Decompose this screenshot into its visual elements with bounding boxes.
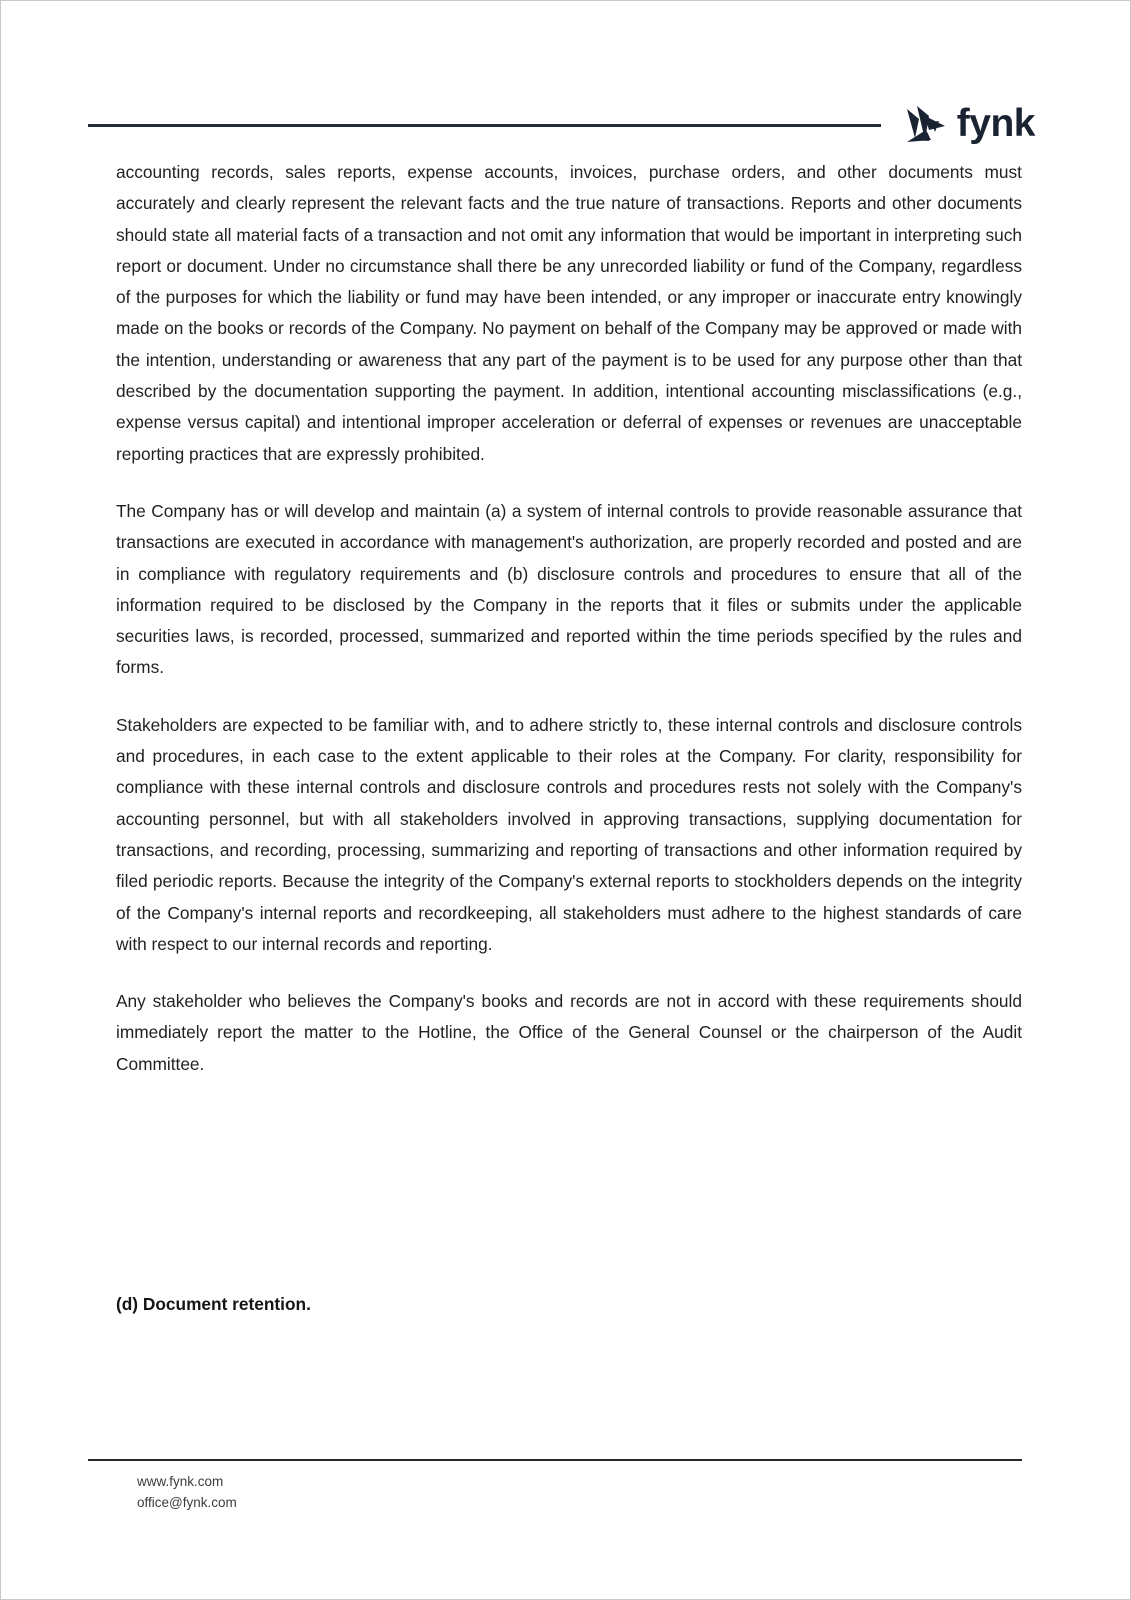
section-heading: (d) Document retention.	[116, 1294, 311, 1314]
paragraph: Any stakeholder who believes the Company's books and records are not in accord with these requirements should immediately report the matter to the Hotline, the Office of the General Counsel or the chairperson of the Audit Committee.	[116, 991, 1022, 1074]
brand-wordmark: fynk	[956, 101, 1035, 145]
header-divider-rule	[88, 124, 881, 127]
footer-website: www.fynk.com	[137, 1474, 224, 1489]
page-header	[88, 93, 1035, 155]
origami-bird-icon	[898, 100, 950, 148]
paragraph: accounting records, sales reports, expense accounts, invoices, purchase orders, and other documents must accurately and clearly represent the relevant facts and the true nature of transactions. Reports and other documents should state all material facts of a transaction and not omit any information that would be important in interpreting such report or document. Under no circumstance shall there be any unrecorded liability or fund of the Company, regardless of the purposes for which the liability or fund may have been intended, or any improper or inaccurate entry knowingly made on the books or records of the Company. No payment on behalf of the Company may be approved or made with the intention, understanding or awareness that any part of the payment is to be used for any purpose other than that described by the documentation supporting the payment. In addition, intentional accounting misclassifications (e.g., expense versus capital) and intentional improper acceleration or deferral of expenses or revenues are unacceptable reporting practices that are expressly prohibited.	[116, 162, 1022, 464]
brand-logo	[898, 100, 1035, 148]
document-body	[116, 157, 1022, 1080]
footer-divider-rule	[88, 1459, 1022, 1461]
footer-email: office@fynk.com	[137, 1495, 237, 1510]
paragraph: The Company has or will develop and maintain (a) a system of internal controls to provide reasonable assurance that transactions are executed in accordance with management's authorization, are properly recorded and posted and are in compliance with regulatory requirements and (b) disclosure controls and procedures to ensure that all of the information required to be disclosed by the Company in the reports that it files or submits under the applicable securities laws, is recorded, processed, summarized and reported within the time periods specified by the rules and forms.	[116, 500, 1022, 678]
page-footer	[137, 1471, 237, 1513]
paragraph: Stakeholders are expected to be familiar with, and to adhere strictly to, these internal controls and disclosure controls and procedures, in each case to the extent applicable to their roles at the Company. For clarity, responsibility for compliance with these internal controls and disclosure controls and procedures rests not solely with the Company's accounting personnel, but with all stakeholders involved in approving transactions, supplying documentation for transactions, and recording, processing, summarizing and reporting of transactions and other information required by filed periodic reports. Because the integrity of the Company's external reports to stockholders depends on the integrity of the Company's internal reports and recordkeeping, all stakeholders must adhere to the highest standards of care with respect to our internal records and reporting.	[116, 714, 1022, 954]
